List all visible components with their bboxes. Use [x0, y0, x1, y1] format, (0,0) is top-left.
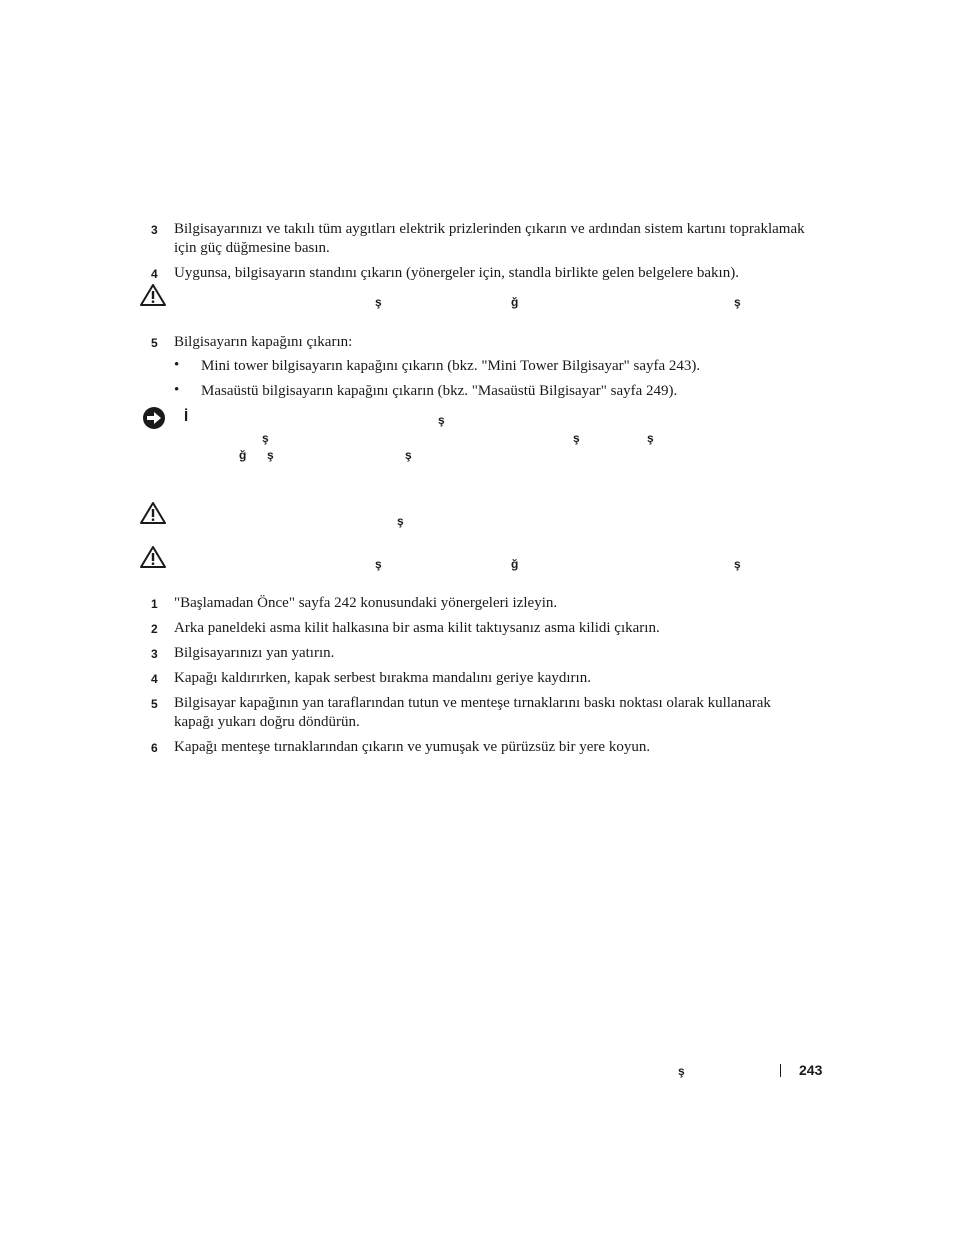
step-number: 4	[151, 672, 158, 686]
bullet-symbol: •	[174, 382, 180, 398]
step-text: Arka paneldeki asma kilit halkasına bir asma kilit taktıysanız asma kilidi çıkarın.	[174, 620, 660, 636]
step-text: Uygunsa, bilgisayarın standını çıkarın (yönergeler için, standla birlikte gelen belgelere bakın).	[174, 265, 739, 281]
caution-text-fragment: ğ	[511, 295, 519, 309]
step-number: 3	[151, 647, 158, 661]
notice-arrow-icon	[142, 406, 166, 430]
step-number: 6	[151, 741, 158, 755]
caution-text-fragment: ş	[375, 557, 382, 571]
notice-text-fragment: ş	[405, 448, 412, 462]
step-number: 1	[151, 597, 158, 611]
notice-text-fragment: ş	[267, 448, 274, 462]
caution-text-fragment: ş	[734, 557, 741, 571]
caution-triangle-icon	[139, 501, 167, 525]
page-number: 243	[799, 1062, 823, 1078]
notice-text-fragment: ş	[647, 431, 654, 445]
notice-text-fragment: ş	[262, 431, 269, 445]
caution-text-fragment: ş	[734, 295, 741, 309]
footer-text-fragment: ş	[678, 1064, 685, 1078]
bullet-text: Mini tower bilgisayarın kapağını çıkarın (bkz. "Mini Tower Bilgisayar" sayfa 243).	[201, 358, 701, 374]
step-text: "Başlamadan Önce" sayfa 242 konusundaki yönergeleri izleyin.	[174, 595, 558, 611]
notice-text-fragment: ş	[438, 413, 445, 427]
step-number: 3	[151, 223, 158, 237]
bullet-text: Masaüstü bilgisayarın kapağını çıkarın (bkz. "Masaüstü Bilgisayar" sayfa 249).	[201, 383, 678, 399]
step-text: Bilgisayarınızı yan yatırın.	[174, 645, 335, 661]
caution-triangle-icon	[139, 545, 167, 569]
caution-triangle-icon	[139, 283, 167, 307]
step-number: 4	[151, 267, 158, 281]
step-text-continued: kapağı yukarı doğru döndürün.	[174, 714, 360, 730]
bullet-symbol: •	[174, 357, 180, 373]
step-text: Kapağı menteşe tırnaklarından çıkarın ve yumuşak ve pürüzsüz bir yere koyun.	[174, 739, 651, 755]
notice-text-fragment: ş	[573, 431, 580, 445]
step-text: Bilgisayar kapağının yan taraflarından tutun ve menteşe tırnaklarını baskı noktası olarak kullanarak	[174, 695, 771, 711]
step-text: Kapağı kaldırırken, kapak serbest bırakma mandalını geriye kaydırın.	[174, 670, 591, 686]
step-text: Bilgisayarınızı ve takılı tüm aygıtları elektrik prizlerinden çıkarın ve ardından sistem kartını topraklamak	[174, 221, 805, 237]
notice-text-fragment: İ	[184, 408, 189, 425]
footer-separator	[780, 1064, 781, 1077]
notice-text-fragment: ğ	[239, 448, 247, 462]
caution-text-fragment: ğ	[511, 557, 519, 571]
step-number: 5	[151, 697, 158, 711]
caution-text-fragment: ş	[397, 514, 404, 528]
caution-text-fragment: ş	[375, 295, 382, 309]
step-text-continued: için güç düğmesine basın.	[174, 240, 330, 256]
step-number: 5	[151, 336, 158, 350]
step-number: 2	[151, 622, 158, 636]
step-text: Bilgisayarın kapağını çıkarın:	[174, 334, 353, 350]
